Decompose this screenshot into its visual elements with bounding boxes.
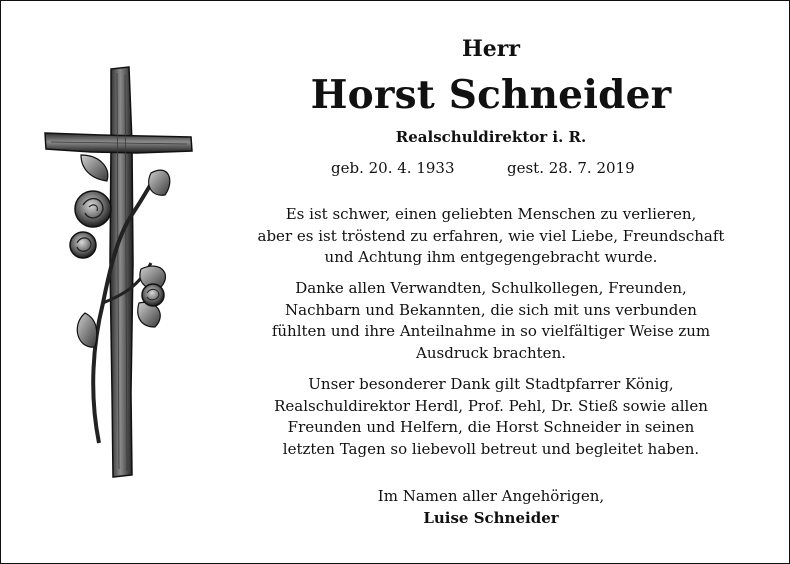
life-dates <box>231 157 751 179</box>
text-line: aber es ist tröstend zu erfahren, wie viel Liebe, Freundschaft <box>257 226 725 245</box>
birth-date: geb. 20. 4. 1933 <box>331 159 455 177</box>
paragraph-2 <box>231 278 751 364</box>
closing-line: Im Namen aller Angehörigen, <box>377 487 605 505</box>
text-line: Freunden und Helfern, die Horst Schneider in seinen <box>287 418 695 436</box>
honorific: Herr <box>462 36 520 62</box>
text-line: Danke allen Verwandten, Schulkollegen, Freunden, <box>295 279 687 297</box>
paragraph-3 <box>231 374 751 460</box>
paragraph-1 <box>231 204 751 269</box>
text-line: Nachbarn und Bekannten, die sich mit uns verbunden <box>285 300 697 319</box>
signer-name: Luise Schneider <box>423 509 559 527</box>
professional-title: Realschuldirektor i. R. <box>395 128 587 146</box>
text-line: Es ist schwer, einen geliebten Menschen zu verlieren, <box>285 205 697 223</box>
text-line: fühlten und ihre Anteilnahme in so vielfältiger Weise zum <box>271 322 711 340</box>
death-date: gest. 28. 7. 2019 <box>507 159 635 177</box>
deceased-name: Horst Schneider <box>310 72 672 118</box>
text-line: und Achtung ihm entgegengebracht wurde. <box>324 248 658 266</box>
text-line: Realschuldirektor Herdl, Prof. Pehl, Dr. Stieß sowie allen <box>274 396 708 415</box>
text-line: Unser besonderer Dank gilt Stadtpfarrer König, <box>308 375 674 393</box>
cross-with-roses-icon <box>41 63 207 485</box>
text-line: Ausdruck brachten. <box>416 343 566 362</box>
text-line: letzten Tagen so liebevoll betreut und begleitet haben. <box>282 439 700 458</box>
